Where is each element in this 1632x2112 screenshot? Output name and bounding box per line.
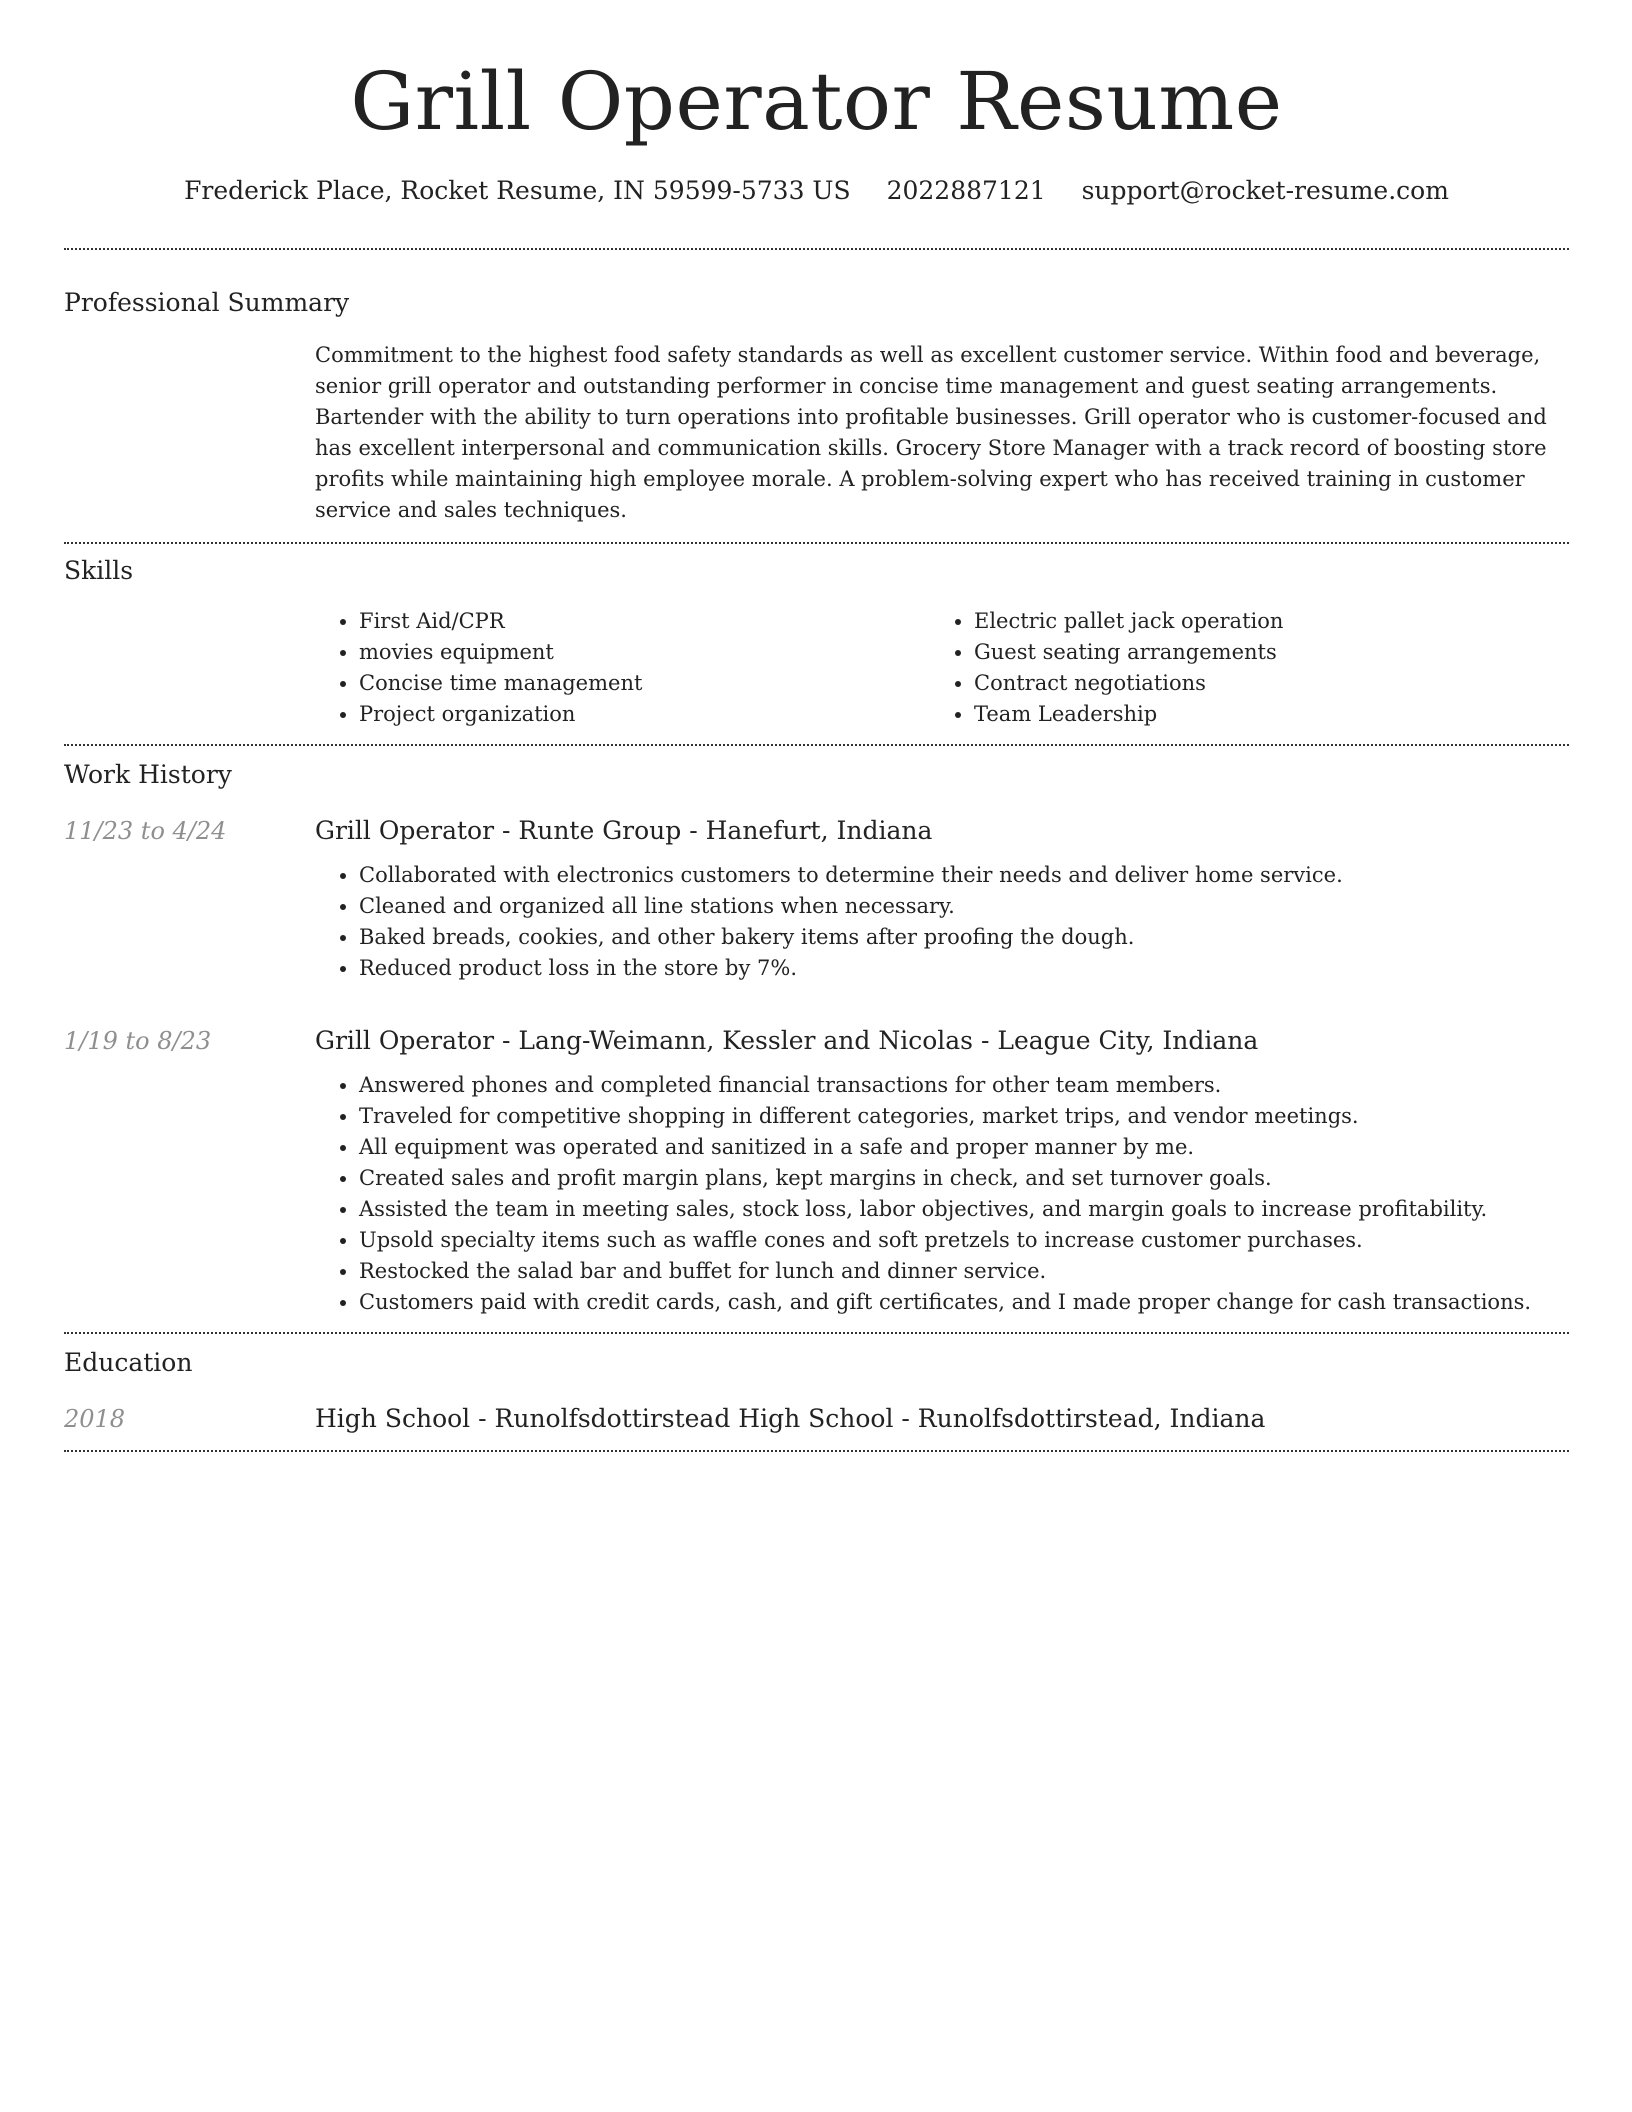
contact-phone: 2022887121 (886, 176, 1046, 205)
skills-list-left (315, 606, 930, 730)
skills-section (64, 544, 1569, 744)
job-title: Grill Operator - Lang-Weimann, Kessler and Nicolas - League City, Indiana (315, 1026, 1259, 1055)
section-divider (64, 1450, 1569, 1452)
resume-title: Grill Operator Resume (350, 55, 1283, 148)
skill-item: • Contract negotiations (974, 668, 1545, 699)
job-entry (64, 814, 1569, 984)
work-history-section (64, 746, 1569, 1332)
job-bullet: • Created sales and profit margin plans, kept margins in check, and set turnover goals. (359, 1163, 1569, 1194)
skills-heading: Skills (64, 556, 134, 585)
job-bullet: • All equipment was operated and sanitized in a safe and proper manner by me. (359, 1132, 1569, 1163)
skills-list-right (930, 606, 1545, 730)
job-bullet: • Collaborated with electronics customers to determine their needs and deliver home service. (359, 860, 1569, 891)
education-heading: Education (64, 1348, 193, 1377)
education-section (64, 1334, 1569, 1450)
job-bullet: • Baked breads, cookies, and other bakery items after proofing the dough. (359, 922, 1569, 953)
job-bullet: • Traveled for competitive shopping in different categories, market trips, and vendor meetings. (359, 1101, 1569, 1132)
job-entry (64, 1024, 1569, 1318)
job-bullet: • Assisted the team in meeting sales, stock loss, labor objectives, and margin goals to increase profitability. (359, 1194, 1569, 1225)
skill-item: • Guest seating arrangements (974, 637, 1545, 668)
skill-item: • Project organization (359, 699, 930, 730)
skill-item: • Concise time management (359, 668, 930, 699)
job-title: Grill Operator - Runte Group - Hanefurt, Indiana (315, 816, 933, 845)
job-bullet: • Customers paid with credit cards, cash, and gift certificates, and I made proper change for cash transactions. (359, 1287, 1569, 1318)
skill-item: • Electric pallet jack operation (974, 606, 1545, 637)
work-history-heading: Work History (64, 760, 232, 789)
summary-heading: Professional Summary (64, 288, 350, 317)
education-year: 2018 (64, 1405, 126, 1433)
skill-item: • First Aid/CPR (359, 606, 930, 637)
contact-address: Frederick Place, Rocket Resume, IN 59599-5733 US (184, 176, 851, 205)
skill-item: • Team Leadership (974, 699, 1545, 730)
summary-section (64, 250, 1569, 542)
contact-email: support@rocket-resume.com (1081, 176, 1449, 205)
job-bullet: • Cleaned and organized all line stations when necessary. (359, 891, 1569, 922)
job-dates: 1/19 to 8/23 (64, 1027, 212, 1055)
education-entry: High School - Runolfsdottirstead High School - Runolfsdottirstead, Indiana (315, 1404, 1266, 1433)
contact-line (64, 174, 1569, 208)
job-bullet: • Reduced product loss in the store by 7%. (359, 953, 1569, 984)
skills-grid (315, 606, 1569, 730)
job-bullets (315, 860, 1569, 984)
skill-item: • movies equipment (359, 637, 930, 668)
job-dates: 11/23 to 4/24 (64, 817, 227, 845)
summary-text: Commitment to the highest food safety standards as well as excellent customer service. Within food and beverage, senior grill operator and outstanding performer in concise time management and guest seating arrangements. Bartender with the ability to turn operations into profitable businesses. Grill operator who is customer-focused and has excellent interpersonal and communication skills. Grocery Store Manager with a track record of boosting store profits while maintaining high employee morale. A problem-solving expert who has received training in customer service and sales techniques. (315, 343, 1547, 522)
job-bullet: • Answered phones and completed financial transactions for other team members. (359, 1070, 1569, 1101)
job-bullet: • Restocked the salad bar and buffet for lunch and dinner service. (359, 1256, 1569, 1287)
job-bullets (315, 1070, 1569, 1318)
job-bullet: • Upsold specialty items such as waffle cones and soft pretzels to increase customer purchases. (359, 1225, 1569, 1256)
resume-page (64, 0, 1569, 1452)
